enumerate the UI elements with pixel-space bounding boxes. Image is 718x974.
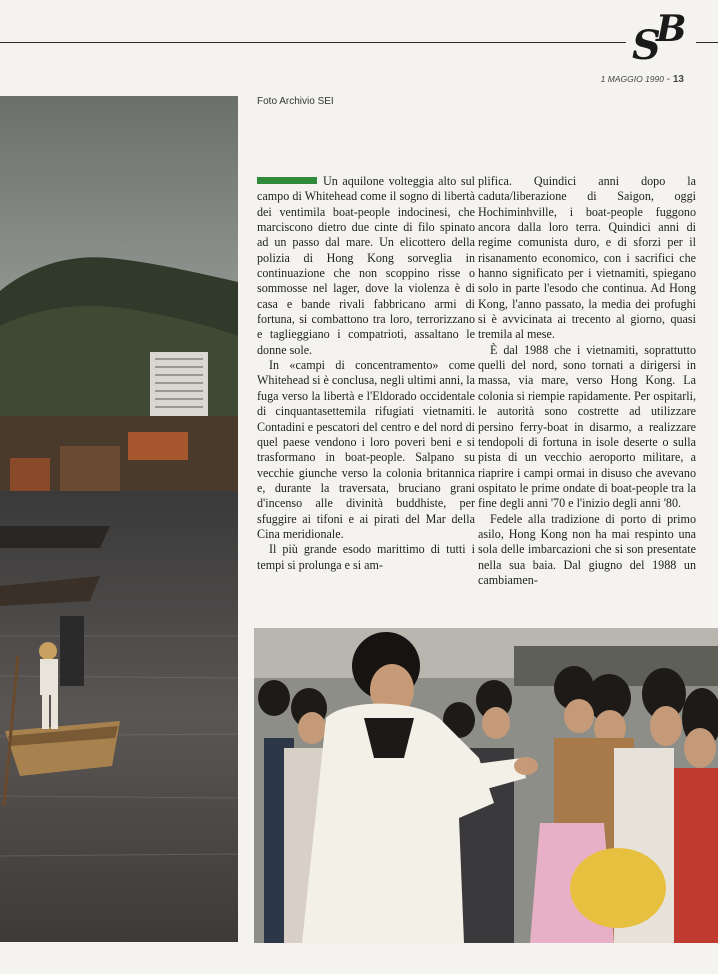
issue-date: 1 MAGGIO 1990 (600, 74, 664, 84)
logo-letter-b: B (656, 8, 687, 50)
harbor-photo-illustration (0, 96, 238, 942)
page-number: 13 (672, 74, 684, 85)
article-paragraph: In «campi di concentramento» come Whitehead si è conclusa, negli ultimi anni, la fuga verso la libertà e l'Eldorado occidentale di cinquantasettemila rifugiati vietnamiti. Contadini e pescatori del centro e del nord di quel paese vendono i loro poveri beni e si trasformano in boat-people. Salpano su vecchie giunche verso la colonia britannica e, durante la traversata, bruciano grani d'incenso alle divinità buddhiste, per sfuggire ai tifoni e ai pirati del Mar della Cina meridionale. (257, 358, 475, 541)
dateline (601, 74, 684, 85)
article-paragraph: È dal 1988 che i vietnamiti, soprattutto quelli del nord, sono tornati a dirigersi in massa, via mare, verso Hong Kong. La colonia si riempie rapidamente. Per ospitarli, le autorità sono costrette ad utilizzare persino ferry-boat in disarmo, a realizzare tendopoli di fortuna in isole deserte o sulla pista di un vecchio aeroporto militare, a riaprire i campi ormai in disuso che avevano ospitato le prime ondate di boat-people tra la fine degli anni '70 e l'inizio degli anni '80. (478, 342, 696, 511)
article-paragraph: Fedele alla tradizione di porto di primo asilo, Hong Kong non ha mai respinto una sola delle imbarcazioni che si son presentate nella sua baia. Dal giugno del 1988 un cambiamen- (478, 511, 696, 587)
article-paragraph: Il più grande esodo marittimo di tutti i tempi si prolunga e si am- (257, 542, 475, 572)
photo-credit: Foto Archivio SEI (257, 96, 334, 107)
logo-letter-s: S (632, 22, 661, 69)
article-paragraph: plifica. Quindici anni dopo la caduta/liberazione di Saigon, oggi Hochiminhville, i boat-people fuggono ancora dalla loro terra. Quindici anni di regime comunista duro, e di sforzi per il risanamento economico, con i sacrifici che hanno significato per i vietnamiti, spiegano solo in parte l'esodo che continua. Ad Hong Kong, l'anno passato, la media dei profughi si è avvicinata ai trecento al giorno, quasi tremila al mese. (478, 174, 696, 342)
article-paragraph: Un aquilone volteggia alto sul campo di Whitehead come il sogno di libertà dei ventimila boat-people indocinesi, che marciscono dietro due cinte di filo spinato ad un passo dal mare. Un elicottero della polizia di Hong Kong sorveglia in continuazione che non scoppino risse o sommosse nel lager, dove la violenza è di casa e bande rivali fabbricano armi di fortuna, si combattono tra loro, terrorizzano e taglieggiano i compatrioti, assaltano le donne sole. (257, 174, 475, 357)
crowd-photo-illustration (254, 628, 718, 943)
magazine-logo (626, 8, 696, 69)
priest-blessing-crowd-photo (254, 628, 718, 943)
article-column-right (478, 174, 696, 588)
harbor-photo (0, 96, 238, 942)
header-rule (0, 42, 718, 43)
dateline-separator: - (663, 74, 673, 85)
section-accent-bar (257, 177, 317, 184)
article-column-left (257, 174, 475, 573)
